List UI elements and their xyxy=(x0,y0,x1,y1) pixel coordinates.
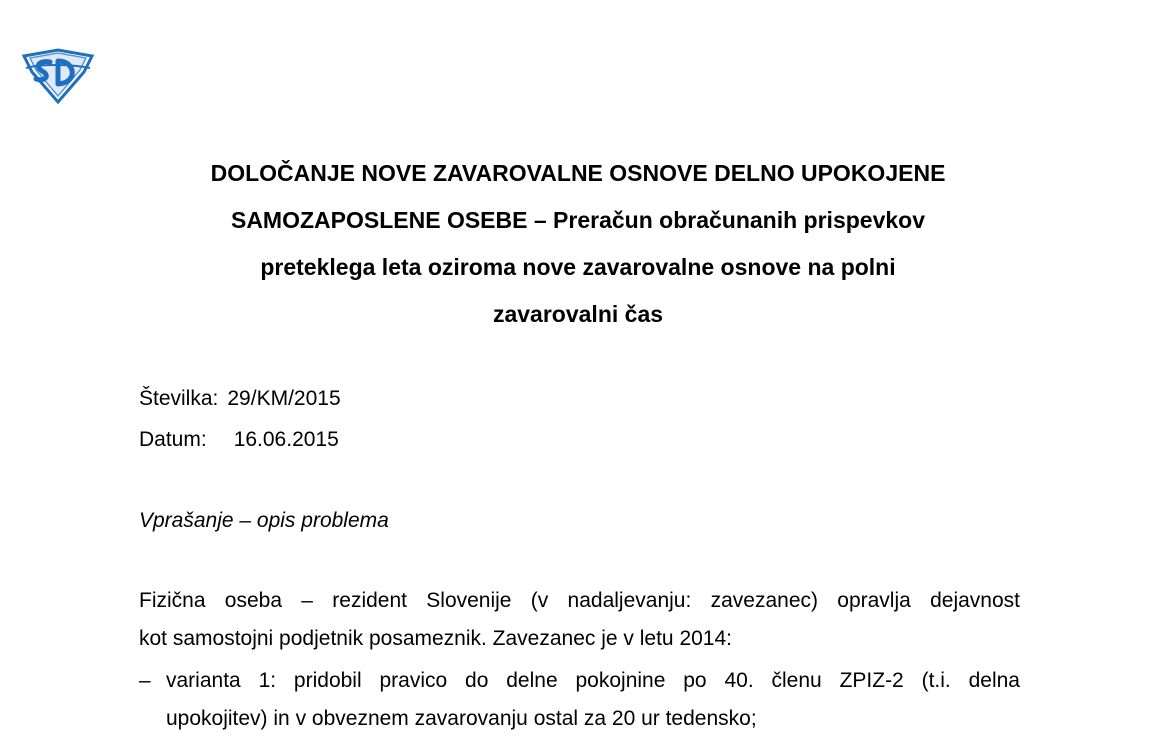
title-line: preteklega leta oziroma nove zavarovalne osnove na polni xyxy=(260,254,896,280)
section-heading: Vprašanje – opis problema xyxy=(139,509,389,532)
document-number-label: Številka: xyxy=(139,387,219,410)
document-date xyxy=(139,425,339,455)
title-line: zavarovalni čas xyxy=(492,301,664,327)
paragraph-line: Fizična oseba – rezident Slovenije (v nadaljevanju: zavezanec) opravlja dejavnost xyxy=(139,589,1020,612)
list-bullet: – xyxy=(139,669,151,692)
list-item-line: varianta 1: pridobil pravico do delne pokojnine po 40. členu ZPIZ-2 (t.i. delna xyxy=(166,669,1020,692)
logo-emblem-icon xyxy=(20,46,96,104)
list-item-line: upokojitev) in v obveznem zavarovanju ostal za 20 ur tedensko; xyxy=(166,707,757,730)
document-date-value: 16.06.2015 xyxy=(233,428,339,451)
title-line: DOLOČANJE NOVE ZAVAROVALNE OSNOVE DELNO UPOKOJENE xyxy=(210,160,946,186)
document-title xyxy=(128,150,1028,338)
document-number xyxy=(139,384,341,414)
title-line: SAMOZAPOSLENE OSEBE – Preračun obračunanih prispevkov xyxy=(230,207,925,233)
paragraph-line: kot samostojni podjetnik posameznik. Zavezanec je v letu 2014: xyxy=(139,627,732,650)
document-date-label: Datum: xyxy=(139,428,207,451)
company-logo xyxy=(20,46,96,104)
document-number-value: 29/KM/2015 xyxy=(227,387,341,410)
